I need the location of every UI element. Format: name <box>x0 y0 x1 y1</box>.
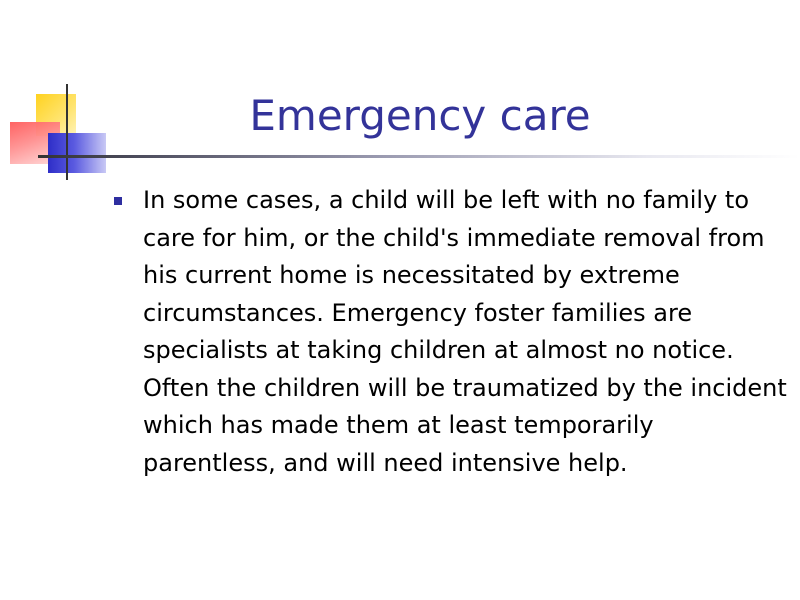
bullet-item <box>108 182 788 482</box>
slide-title: Emergency care <box>249 91 591 140</box>
bullet-text: In some cases, a child will be left with no family to care for him, or the child's immediate removal from his current home is necessitated by extreme circumstances. Emergency foster families are specialists at taking children at almost no notice. Often the children will be traumatized by the incident which has made them at least temporarily parentless, and will need intensive help. <box>143 186 787 477</box>
square-bullet-icon <box>114 197 122 205</box>
slide-body <box>108 182 788 482</box>
title-divider <box>38 155 800 158</box>
logo-vertical-line <box>66 84 68 180</box>
logo-blue-square <box>48 133 106 173</box>
color-squares-logo-icon <box>0 80 130 190</box>
